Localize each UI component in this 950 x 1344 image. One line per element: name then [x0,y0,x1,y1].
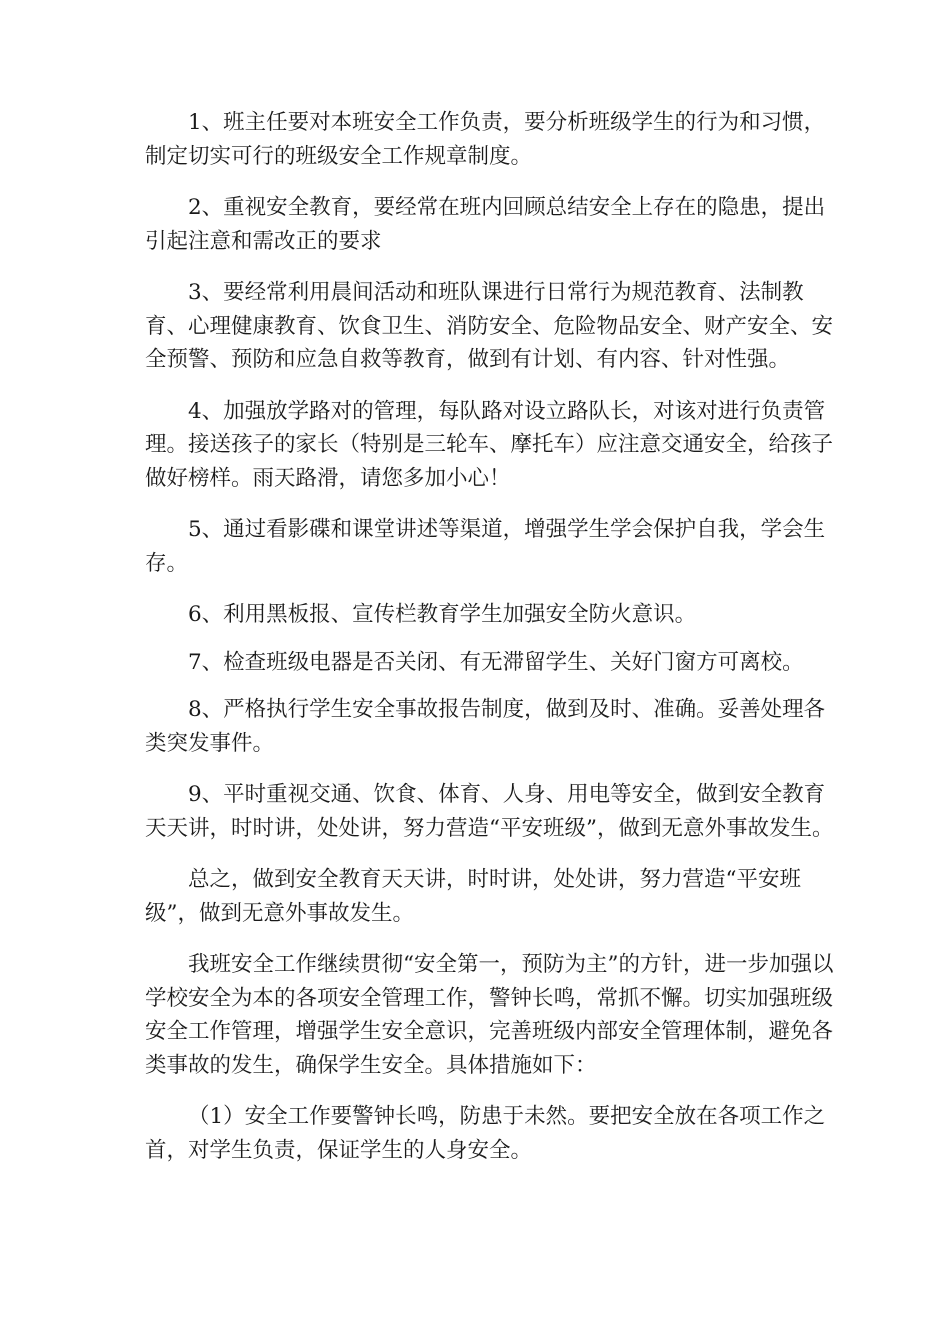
paragraph-item-6: 6、利用黑板报、宣传栏教育学生加强安全防火意识。 [188,602,697,627]
paragraph-item-2: 2、重视安全教育，要经常在班内回顾总结安全上存在的隐患，提出引起注意和需改正的要求 [145,195,826,254]
paragraph-item-8: 8、严格执行学生安全事故报告制度，做到及时、准确。妥善处理各类突发事件。 [145,697,826,756]
measure-paragraph-1: （1）安全工作要警钟长鸣，防患于未然。要把安全放在各项工作之首，对学生负责，保证学生的人身安全。 [145,1104,826,1163]
document-body [145,106,835,1185]
paragraph-item-9: 9、平时重视交通、饮食、体育、人身、用电等安全，做到安全教育天天讲，时时讲，处处讲，努力营造“平安班级”，做到无意外事故发生。 [145,782,834,841]
paragraph-item-5: 5、通过看影碟和课堂讲述等渠道，增强学生学会保护自我，学会生存。 [145,517,826,576]
paragraph-item-3: 3、要经常利用晨间活动和班队课进行日常行为规范教育、法制教育、心理健康教育、饮食卫生、消防安全、危险物品安全、财产安全、安全预警、预防和应急自救等教育，做到有计划、有内容、针对性强。 [145,280,834,372]
paragraph-item-7: 7、检查班级电器是否关闭、有无滞留学生、关好门窗方可离校。 [188,649,804,675]
paragraph-item-1: 1、班主任要对本班安全工作负责，要分析班级学生的行为和习惯，制定切实可行的班级安全工作规章制度。 [145,110,826,169]
summary-paragraph: 总之，做到安全教育天天讲，时时讲，处处讲，努力营造“平安班级”，做到无意外事故发生。 [145,867,801,926]
policy-paragraph: 我班安全工作继续贯彻“安全第一，预防为主”的方针，进一步加强以学校安全为本的各项安全管理工作，警钟长鸣，常抓不懈。切实加强班级安全工作管理，增强学生安全意识，完善班级内部安全管理体制，避免各类事故的发生，确保学生安全。具体措施如下： [145,952,834,1078]
paragraph-item-4: 4、加强放学路对的管理，每队路对设立路队长，对该对进行负责管理。接送孩子的家长（特别是三轮车、摩托车）应注意交通安全，给孩子做好榜样。雨天路滑，请您多加小心！ [145,398,834,491]
